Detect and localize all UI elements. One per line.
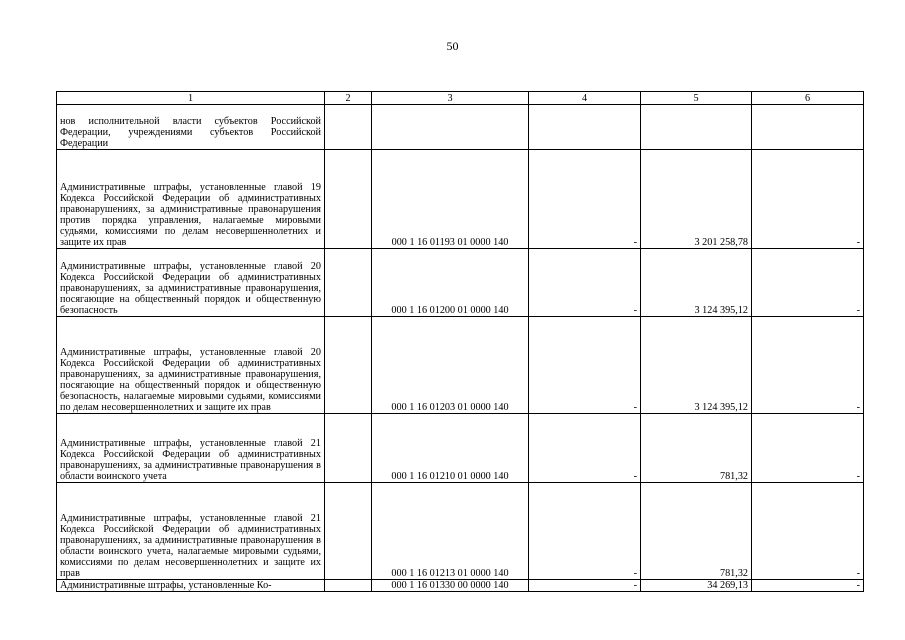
row-col5: 781,32 <box>641 483 752 580</box>
row-code: 000 1 16 01330 00 0000 140 <box>372 580 529 592</box>
budget-table <box>56 91 864 592</box>
row-col4: - <box>529 414 641 483</box>
row-col4 <box>529 105 641 150</box>
header-row <box>57 92 864 105</box>
row-col2 <box>325 483 372 580</box>
page-number: 50 <box>446 39 459 53</box>
row-col6: - <box>752 317 864 414</box>
row-col4: - <box>529 317 641 414</box>
row-code <box>372 105 529 150</box>
table-row <box>57 483 864 580</box>
row-col2 <box>325 580 372 592</box>
row-code: 000 1 16 01200 01 0000 140 <box>372 249 529 317</box>
column-header: 6 <box>752 92 864 105</box>
row-description: Административные штрафы, установленные главой 21 Кодекса Российской Федерации об административных правонарушениях, за административные правонарушения в области воинского учета <box>57 414 325 483</box>
column-header: 3 <box>372 92 529 105</box>
row-col6: - <box>752 483 864 580</box>
column-header: 1 <box>57 92 325 105</box>
table-row <box>57 105 864 150</box>
row-col6: - <box>752 414 864 483</box>
row-col5 <box>641 105 752 150</box>
column-header: 4 <box>529 92 641 105</box>
row-col4: - <box>529 249 641 317</box>
row-col2 <box>325 105 372 150</box>
row-col5: 34 269,13 <box>641 580 752 592</box>
row-col5: 3 124 395,12 <box>641 249 752 317</box>
row-col5: 781,32 <box>641 414 752 483</box>
row-code: 000 1 16 01210 01 0000 140 <box>372 414 529 483</box>
column-header: 5 <box>641 92 752 105</box>
row-col2 <box>325 414 372 483</box>
table-row <box>57 414 864 483</box>
row-col5: 3 124 395,12 <box>641 317 752 414</box>
row-col2 <box>325 249 372 317</box>
table-row <box>57 150 864 249</box>
row-col4: - <box>529 483 641 580</box>
row-code: 000 1 16 01193 01 0000 140 <box>372 150 529 249</box>
table-row <box>57 317 864 414</box>
column-header: 2 <box>325 92 372 105</box>
row-description: Административные штрафы, установленные главой 19 Кодекса Российской Федерации об административных правонарушениях, за административные правонарушения против порядка управления, налагаемые мировыми судьями, комиссиями по делам несовершеннолетних и защите их прав <box>57 150 325 249</box>
row-col5: 3 201 258,78 <box>641 150 752 249</box>
row-code: 000 1 16 01213 01 0000 140 <box>372 483 529 580</box>
row-col6 <box>752 105 864 150</box>
row-col4: - <box>529 150 641 249</box>
row-col6: - <box>752 249 864 317</box>
row-description: Административные штрафы, установленные главой 21 Кодекса Российской Федерации об административных правонарушениях, за административные правонарушения в области воинского учета, налагаемые мировыми судьями, комиссиями по делам несовершеннолетних и защите их прав <box>57 483 325 580</box>
row-col4: - <box>529 580 641 592</box>
row-col6: - <box>752 580 864 592</box>
row-col2 <box>325 150 372 249</box>
row-col2 <box>325 317 372 414</box>
row-code: 000 1 16 01203 01 0000 140 <box>372 317 529 414</box>
table-row <box>57 580 864 592</box>
row-description: нов исполнительной власти субъектов Российской Федерации, учреждениями субъектов Российской Федерации <box>57 105 325 150</box>
row-description: Административные штрафы, установленные главой 20 Кодекса Российской Федерации об административных правонарушениях, за административные правонарушения, посягающие на общественный порядок и общественную безопасность <box>57 249 325 317</box>
table-row <box>57 249 864 317</box>
row-col6: - <box>752 150 864 249</box>
row-description: Административные штрафы, установленные Ко- <box>57 580 325 592</box>
row-description: Административные штрафы, установленные главой 20 Кодекса Российской Федерации об административных правонарушениях, за административные правонарушения, посягающие на общественный порядок и общественную безопасность, налагаемые мировыми судьями, комиссиями по делам несовершеннолетних и защите их прав <box>57 317 325 414</box>
